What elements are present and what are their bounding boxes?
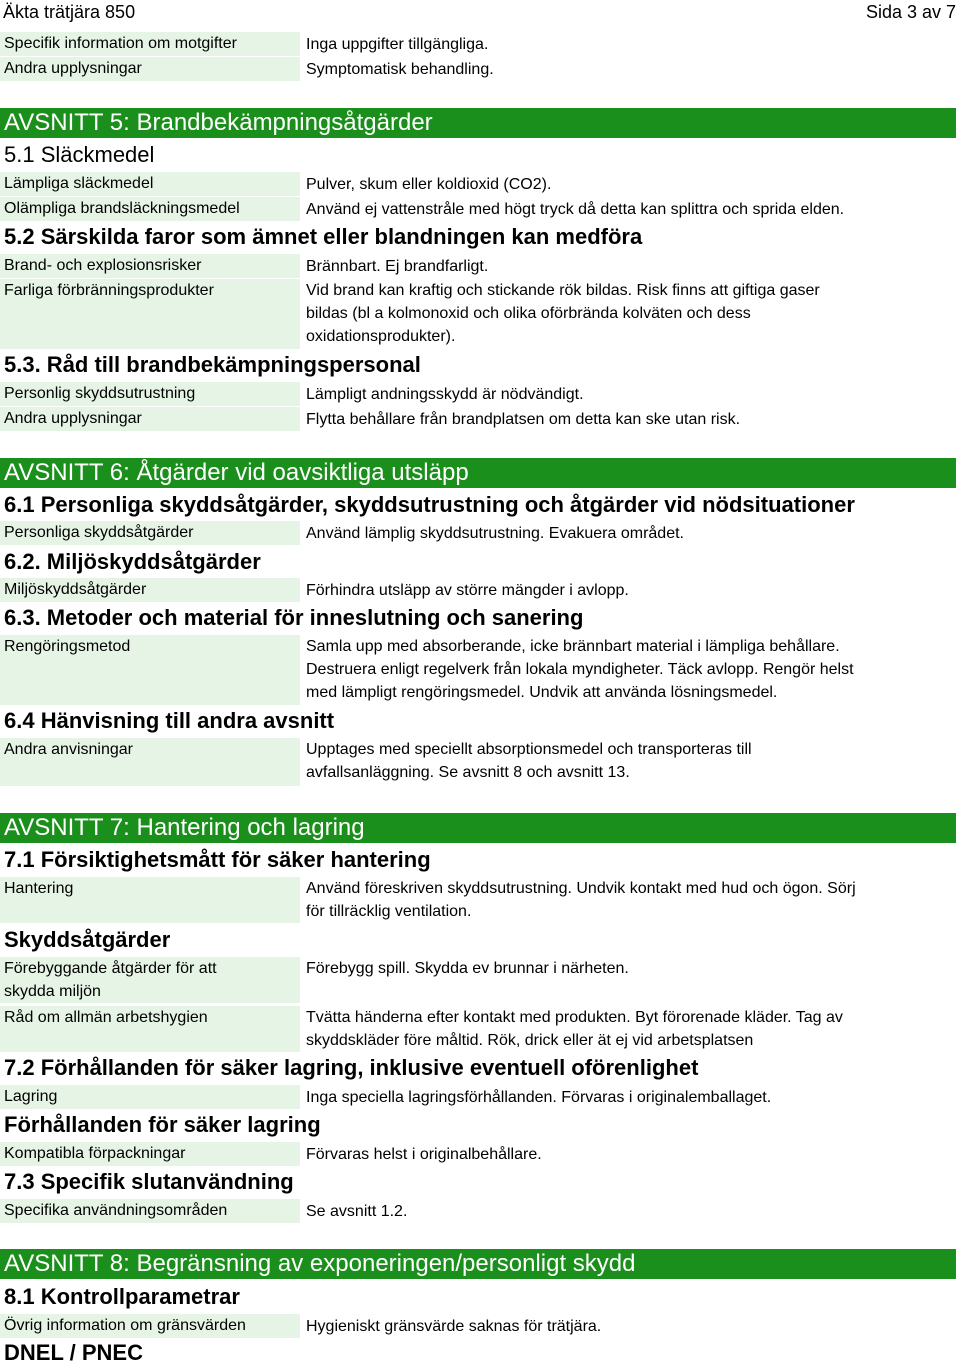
product-name: Äkta trätjära 850	[3, 2, 136, 22]
row-value: Förebygg spill. Skydda ev brunnar i närheten.	[306, 960, 629, 977]
row-value: Samla upp med absorberande, icke brännbart material i lämpliga behållare. Destruera enligt regelverk från lokala myndigheter. Täck avlopp. Rengör helst med lämpligt rengöringsmedel. Undvik att använda lösningsmedel.	[306, 638, 854, 701]
row-value: Förhindra utsläpp av större mängder i avlopp.	[306, 582, 629, 599]
row-label: Farliga förbränningsprodukter	[0, 279, 300, 349]
row-label: Lämpliga släckmedel	[0, 172, 300, 196]
page-number: Sida 3 av 7	[865, 2, 956, 22]
row-value: Vid brand kan kraftig och stickande rök bildas. Risk finns att giftiga gaser bildas (bl a kolmonoxid och olika oförbrända kolväten och dess oxidationsprodukter).	[306, 282, 820, 345]
subsection-heading: Skyddsåtgärder	[4, 927, 171, 952]
subsection-heading: 6.2. Miljöskyddsåtgärder	[4, 549, 261, 574]
section-6-title: AVSNITT 6: Åtgärder vid oavsiktliga utsläpp	[0, 458, 956, 488]
row-value: Använd föreskriven skyddsutrustning. Undvik kontakt med hud och ögon. Sörj för tillräcklig ventilation.	[306, 880, 856, 920]
row-value: Symptomatisk behandling.	[306, 61, 494, 78]
row-value: Hygieniskt gränsvärde saknas för trätjära.	[306, 1318, 602, 1335]
row-value: Brännbart. Ej brandfarligt.	[306, 258, 489, 275]
row-value: Inga uppgifter tillgängliga.	[306, 36, 489, 53]
subsection-heading: 5.1 Släckmedel	[4, 142, 155, 167]
subsection-heading: 7.3 Specifik slutanvändning	[4, 1169, 294, 1194]
row-value: Lämpligt andningsskydd är nödvändigt.	[306, 386, 584, 403]
row-label: Rengöringsmetod	[0, 635, 300, 705]
row-label: Specifik information om motgifter	[0, 32, 300, 56]
row-value: Använd ej vattenstråle med högt tryck då detta kan splittra och sprida elden.	[306, 201, 845, 218]
row-label: Personlig skyddsutrustning	[0, 382, 300, 406]
subsection-heading: 5.2 Särskilda faror som ämnet eller blandningen kan medföra	[4, 224, 643, 249]
section-5-title: AVSNITT 5: Brandbekämpningsåtgärder	[0, 108, 956, 138]
row-label: Specifika användningsområden	[0, 1199, 300, 1223]
row-value: Se avsnitt 1.2.	[306, 1203, 408, 1220]
section-8-title: AVSNITT 8: Begränsning av exponeringen/personligt skydd	[0, 1249, 956, 1279]
row-value: Använd lämplig skyddsutrustning. Evakuera området.	[306, 525, 684, 542]
row-label: Brand- och explosionsrisker	[0, 254, 300, 278]
row-label: Andra anvisningar	[0, 738, 300, 786]
subsection-heading: 8.1 Kontrollparametrar	[4, 1284, 240, 1309]
row-label: Hantering	[0, 877, 300, 923]
row-value: Upptages med speciellt absorptionsmedel och transporteras till avfallsanläggning. Se avsnitt 8 och avsnitt 13.	[306, 741, 752, 781]
row-value: Inga speciella lagringsförhållanden. Förvaras i originalemballaget.	[306, 1089, 772, 1106]
row-label: Förebyggande åtgärder för att skydda miljön	[0, 957, 300, 1003]
row-label: Övrig information om gränsvärden	[0, 1314, 300, 1338]
row-label: Personliga skyddsåtgärder	[0, 521, 300, 545]
row-value: Tvätta händerna efter kontakt med produkten. Byt förorenade kläder. Tag av skyddskläder före måltid. Rök, drick eller ät ej vid arbetsplatsen	[306, 1009, 843, 1049]
row-label: Olämpliga brandsläckningsmedel	[0, 197, 300, 221]
row-label: Lagring	[0, 1085, 300, 1109]
subsection-heading: 7.1 Försiktighetsmått för säker hantering	[4, 847, 431, 872]
row-label: Andra upplysningar	[0, 57, 300, 81]
section-7-title: AVSNITT 7: Hantering och lagring	[0, 813, 956, 843]
subsection-heading: 6.3. Metoder och material för inneslutning och sanering	[4, 605, 584, 630]
subsection-heading: 6.4 Hänvisning till andra avsnitt	[4, 708, 335, 733]
subsection-heading: Förhållanden för säker lagring	[4, 1112, 321, 1137]
row-label: Miljöskyddsåtgärder	[0, 578, 300, 602]
subsection-heading: DNEL / PNEC	[4, 1340, 143, 1365]
subsection-heading: 7.2 Förhållanden för säker lagring, inklusive eventuell oförenlighet	[4, 1055, 699, 1080]
row-value: Förvaras helst i originalbehållare.	[306, 1146, 542, 1163]
row-value: Pulver, skum eller koldioxid (CO2).	[306, 176, 552, 193]
row-label: Andra upplysningar	[0, 407, 300, 431]
subsection-heading: 6.1 Personliga skyddsåtgärder, skyddsutrustning och åtgärder vid nödsituationer	[4, 492, 855, 517]
row-value: Flytta behållare från brandplatsen om detta kan ske utan risk.	[306, 411, 741, 428]
row-label: Kompatibla förpackningar	[0, 1142, 300, 1166]
subsection-heading: 5.3. Råd till brandbekämpningspersonal	[4, 352, 421, 377]
row-label: Råd om allmän arbetshygien	[0, 1006, 300, 1052]
